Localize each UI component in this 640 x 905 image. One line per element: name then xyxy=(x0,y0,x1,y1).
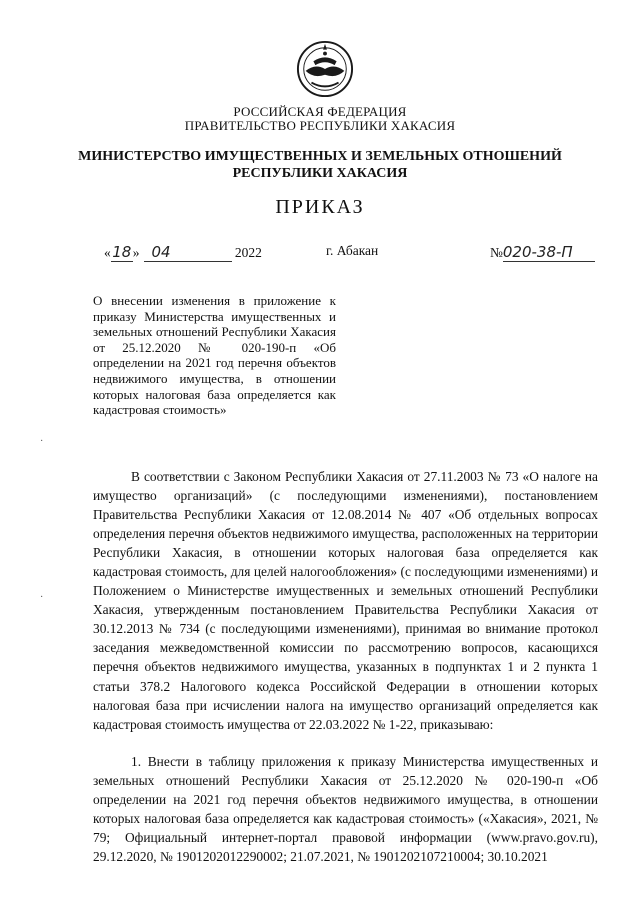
order-subject: О внесении изменения в приложение к приказу Министерства имущественных и земельных отношений Республики Хакасия от 25.12.2020 № 020-190-п «Об определении на 2021 год перечня объектов недвижимого имущества, в отношении которых налоговая база определяется как кадастровая стоимость» xyxy=(93,293,336,418)
date-field xyxy=(104,243,262,262)
ministry-title-line2: РЕСПУБЛИКИ ХАКАСИЯ xyxy=(232,166,408,181)
date-month: 04 xyxy=(144,243,232,262)
item-1-paragraph: 1. Внести в таблицу приложения к приказу Министерства имущественных и земельных отношений Республики Хакасия от 25.12.2020 № 020-190-п «Об определении на 2021 год перечня объектов недвижимого имущества, в отношении которых налоговая база определяется как кадастровая стоимость» («Хакасия», 2021, № 79; Официальный интернет-портал правовой информации (www.pravo.gov.ru), 29.12.2020, № 1901202012290002; 21.07.2021, № 1901202107210004; 30.10.2021 xyxy=(93,754,598,865)
date-day: 18 xyxy=(112,243,132,261)
document-type: ПРИКАЗ xyxy=(275,196,365,218)
number-sign: № xyxy=(490,245,503,260)
scan-mark: · xyxy=(40,436,44,447)
federation-title: РОССИЙСКАЯ ФЕДЕРАЦИЯ xyxy=(233,104,407,119)
coat-of-arms-icon xyxy=(296,40,354,98)
order-number-value: 020-38-П xyxy=(503,243,595,262)
quote-open: « xyxy=(104,245,111,260)
ministry-title-line1: МИНИСТЕРСТВО ИМУЩЕСТВЕННЫХ И ЗЕМЕЛЬНЫХ ОТНОШЕНИЙ xyxy=(78,149,562,164)
order-number xyxy=(490,243,595,262)
date-year: 2022 xyxy=(234,245,262,260)
city: г. Абакан xyxy=(326,243,379,258)
preamble-paragraph: В соответствии с Законом Республики Хакасия от 27.11.2003 № 73 «О налоге на имущество организаций» (с последующими изменениями), постановлением Правительства Республики Хакасия от 12.08.2014 № 407 «Об отдельных вопросах определения перечня объектов недвижимого имущества, расположенных на территории Республики Хакасия, в отношении которых налоговая база определяется как кадастровая стоимость, для целей налогообложения» (с последующими изменениями) и Положением о Министерстве имущественных и земельных отношений Республики Хакасия, утвержденным постановлением Правительства Республики Хакасия от 30.12.2013 № 734 (с последующими изменениями), принимая во внимание протокол заседания межведомственной комиссии по рассмотрению вопросов, касающихся перечня объектов недвижимого имущества, указанных в подпунктах 1 и 2 пункта 1 статьи 378.2 Налогового кодекса Российской Федерации в отношении которых налоговая база при исчислении налога на имущество организаций определяется как кадастровая стоимость имущества от 22.03.2022 № 1-22, приказываю: xyxy=(93,469,598,732)
quote-close: » xyxy=(132,245,140,260)
government-title: ПРАВИТЕЛЬСТВО РЕСПУБЛИКИ ХАКАСИЯ xyxy=(184,118,456,133)
scan-mark: · xyxy=(40,592,44,603)
